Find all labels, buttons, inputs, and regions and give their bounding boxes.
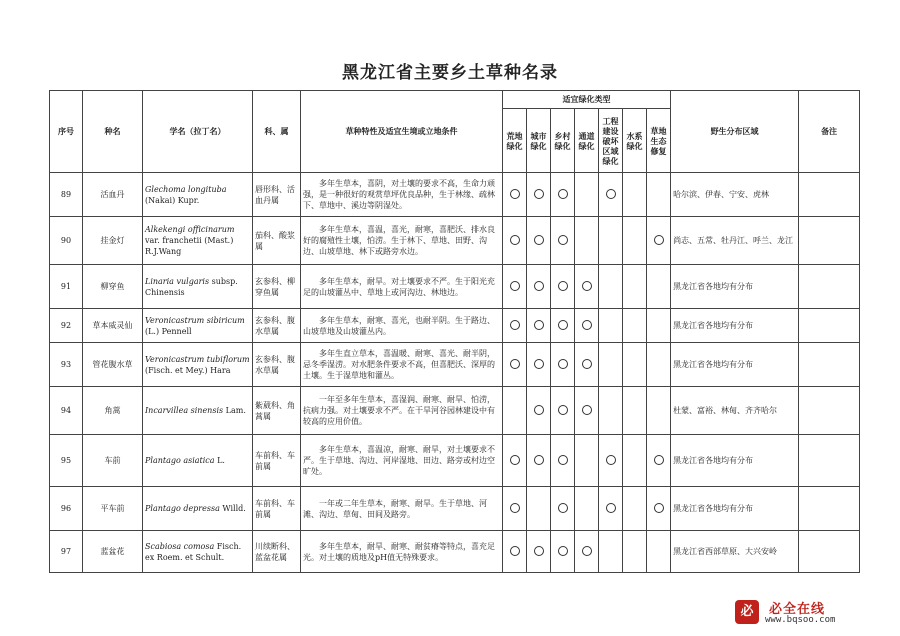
- suitable-mark-icon: [654, 235, 664, 245]
- watermark-url: www.bqsoo.com: [765, 615, 836, 625]
- description: 多年生草本，喜温，喜光，耐寒，喜肥沃、排水良好的腐殖性土壤，怕涝。生于林下、草地、田野、沟边、山坡草地、林下或路旁水边。: [301, 217, 503, 265]
- family-genus: 紫葳科、角蒿属: [253, 387, 301, 435]
- header-no: 序号: [50, 91, 83, 173]
- distribution: 黑龙江省西部草原、大兴安岭: [671, 531, 799, 573]
- header-desc: 草种特性及适宜生境或立地条件: [301, 91, 503, 173]
- suitable-mark-icon: [582, 359, 592, 369]
- greening-type-cell: [503, 531, 527, 573]
- latin-author: (L.) Pennell: [145, 326, 192, 336]
- greening-type-cell: [503, 487, 527, 531]
- suitable-mark-icon: [606, 189, 616, 199]
- greening-type-cell: [551, 487, 575, 531]
- latin-author: (Fisch. et Mey.) Hara: [145, 365, 231, 375]
- latin-name: Glechoma longituba: [145, 184, 227, 194]
- description: 一年或二年生草本，耐寒、耐旱。生于草地、河滩、沟边、草甸、田间及路旁。: [301, 487, 503, 531]
- greening-type-cell: [551, 387, 575, 435]
- header-note: 备注: [799, 91, 860, 173]
- greening-type-cell: [575, 265, 599, 309]
- greening-type-cell: [599, 343, 623, 387]
- greening-type-cell: [623, 343, 647, 387]
- note-cell: [799, 217, 860, 265]
- description: 多年生草本，耐旱。对土壤要求不严。生于阳光充足的山坡灌丛中、草地上或河沟边、林地边。: [301, 265, 503, 309]
- greening-type-cell: [647, 387, 671, 435]
- header-sci: 学名（拉丁名）: [143, 91, 253, 173]
- suitable-mark-icon: [582, 281, 592, 291]
- note-cell: [799, 265, 860, 309]
- note-cell: [799, 487, 860, 531]
- greening-type-cell: [575, 343, 599, 387]
- header-type: 通道绿化: [575, 109, 599, 173]
- greening-type-cell: [623, 173, 647, 217]
- latin-name: Plantago asiatica: [145, 456, 215, 465]
- greening-type-cell: [503, 173, 527, 217]
- greening-type-cell: [623, 309, 647, 343]
- table-row: [50, 265, 860, 309]
- greening-type-cell: [503, 387, 527, 435]
- row-number: 95: [50, 435, 83, 487]
- suitable-mark-icon: [510, 281, 520, 291]
- table-row: [50, 309, 860, 343]
- greening-type-cell: [623, 487, 647, 531]
- header-dist: 野生分布区域: [671, 91, 799, 173]
- watermark-logo-icon: 必: [735, 600, 759, 624]
- greening-type-cell: [503, 265, 527, 309]
- description: 多年生直立草本，喜温暖、耐寒、喜光、耐半阴，忌冬季湿涝。对水肥条件要求不高，但喜肥沃、深厚的土壤。生于湿草地和灌丛。: [301, 343, 503, 387]
- note-cell: [799, 531, 860, 573]
- suitable-mark-icon: [606, 503, 616, 513]
- suitable-mark-icon: [582, 320, 592, 330]
- family-genus: 川续断科、蓝盆花属: [253, 531, 301, 573]
- greening-type-cell: [527, 435, 551, 487]
- header-type: 草地生态修复: [647, 109, 671, 173]
- scientific-name: [143, 173, 253, 217]
- suitable-mark-icon: [534, 359, 544, 369]
- scientific-name: [143, 387, 253, 435]
- latin-name: Veronicastrum sibiricum: [145, 315, 245, 325]
- greening-type-cell: [503, 343, 527, 387]
- greening-type-cell: [647, 487, 671, 531]
- note-cell: [799, 387, 860, 435]
- row-number: 93: [50, 343, 83, 387]
- greening-type-cell: [599, 487, 623, 531]
- header-type: 城市绿化: [527, 109, 551, 173]
- species-table: [49, 90, 860, 573]
- greening-type-cell: [527, 531, 551, 573]
- distribution: 黑龙江省各地均有分布: [671, 309, 799, 343]
- latin-name: Veronicastrum tubiflorum: [145, 354, 250, 364]
- header-family: 科、属: [253, 91, 301, 173]
- row-number: 97: [50, 531, 83, 573]
- latin-name: Plantago depressa: [145, 504, 220, 513]
- distribution: 黑龙江省各地均有分布: [671, 435, 799, 487]
- greening-type-cell: [551, 309, 575, 343]
- greening-type-cell: [527, 309, 551, 343]
- greening-type-cell: [599, 217, 623, 265]
- greening-type-cell: [623, 265, 647, 309]
- greening-type-cell: [575, 387, 599, 435]
- latin-author: (Nakai) Kupr.: [145, 195, 200, 205]
- suitable-mark-icon: [558, 503, 568, 513]
- greening-type-cell: [551, 265, 575, 309]
- header-greening-group: 适宜绿化类型: [503, 91, 671, 109]
- note-cell: [799, 309, 860, 343]
- greening-type-cell: [575, 217, 599, 265]
- greening-type-cell: [575, 173, 599, 217]
- row-number: 96: [50, 487, 83, 531]
- greening-type-cell: [551, 343, 575, 387]
- latin-name: Linaria vulgaris: [145, 276, 210, 286]
- family-genus: 唇形科、活血丹属: [253, 173, 301, 217]
- header-type: 乡村绿化: [551, 109, 575, 173]
- family-genus: 茄科、酸浆属: [253, 217, 301, 265]
- latin-author: var. franchetii (Mast.) R.J.Wang: [145, 236, 234, 256]
- scientific-name: [143, 343, 253, 387]
- family-genus: 车前科、车前属: [253, 435, 301, 487]
- greening-type-cell: [527, 387, 551, 435]
- latin-author: subsp. Chinensis: [145, 276, 238, 297]
- description: 多年生草本，喜温凉，耐寒、耐旱，对土壤要求不严。生于草地、沟边、河岸湿地、田边、路旁或村边空旷处。: [301, 435, 503, 487]
- suitable-mark-icon: [558, 235, 568, 245]
- family-genus: 车前科、车前属: [253, 487, 301, 531]
- distribution: 黑龙江省各地均有分布: [671, 265, 799, 309]
- note-cell: [799, 173, 860, 217]
- suitable-mark-icon: [510, 320, 520, 330]
- suitable-mark-icon: [534, 235, 544, 245]
- species-name: 挂金灯: [83, 217, 143, 265]
- row-number: 90: [50, 217, 83, 265]
- suitable-mark-icon: [582, 546, 592, 556]
- greening-type-cell: [551, 435, 575, 487]
- greening-type-cell: [623, 531, 647, 573]
- suitable-mark-icon: [510, 455, 520, 465]
- suitable-mark-icon: [558, 189, 568, 199]
- greening-type-cell: [575, 309, 599, 343]
- family-genus: 玄参科、柳穿鱼属: [253, 265, 301, 309]
- species-name: 管花腹水草: [83, 343, 143, 387]
- greening-type-cell: [503, 217, 527, 265]
- distribution: 哈尔滨、伊春、宁安、虎林: [671, 173, 799, 217]
- greening-type-cell: [527, 265, 551, 309]
- table-row: [50, 173, 860, 217]
- scientific-name: [143, 309, 253, 343]
- greening-type-cell: [623, 387, 647, 435]
- greening-type-cell: [647, 173, 671, 217]
- watermark-name: 必全在线: [769, 602, 826, 617]
- scientific-name: [143, 217, 253, 265]
- latin-name: Alkekengi officinarum: [145, 225, 235, 234]
- scientific-name: [143, 531, 253, 573]
- note-cell: [799, 343, 860, 387]
- greening-type-cell: [599, 173, 623, 217]
- greening-type-cell: [647, 309, 671, 343]
- table-row: [50, 217, 860, 265]
- species-name: 车前: [83, 435, 143, 487]
- greening-type-cell: [599, 435, 623, 487]
- greening-type-cell: [551, 531, 575, 573]
- greening-type-cell: [575, 487, 599, 531]
- scientific-name: [143, 435, 253, 487]
- suitable-mark-icon: [558, 359, 568, 369]
- suitable-mark-icon: [558, 405, 568, 415]
- greening-type-cell: [551, 173, 575, 217]
- greening-type-cell: [575, 531, 599, 573]
- table-row: [50, 387, 860, 435]
- suitable-mark-icon: [558, 455, 568, 465]
- row-number: 91: [50, 265, 83, 309]
- suitable-mark-icon: [558, 281, 568, 291]
- greening-type-cell: [599, 265, 623, 309]
- page-title: 黑龙江省主要乡土草种名录: [342, 63, 558, 83]
- header-type: 荒地绿化: [503, 109, 527, 173]
- header-name: 种名: [83, 91, 143, 173]
- greening-type-cell: [575, 435, 599, 487]
- greening-type-cell: [551, 217, 575, 265]
- header-type: 水系绿化: [623, 109, 647, 173]
- header-type: 工程建设破坏区域绿化: [599, 109, 623, 173]
- suitable-mark-icon: [558, 546, 568, 556]
- greening-type-cell: [503, 435, 527, 487]
- suitable-mark-icon: [510, 235, 520, 245]
- latin-author: L.: [217, 456, 225, 465]
- species-name: 柳穿鱼: [83, 265, 143, 309]
- species-name: 角蒿: [83, 387, 143, 435]
- distribution: 黑龙江省各地均有分布: [671, 487, 799, 531]
- greening-type-cell: [503, 309, 527, 343]
- latin-name: Incarvillea sinensis: [145, 406, 224, 415]
- description: 多年生草本，耐旱、耐寒、耐贫瘠等特点，喜充足光。对土壤的质地及pH值无特殊要求。: [301, 531, 503, 573]
- suitable-mark-icon: [534, 281, 544, 291]
- suitable-mark-icon: [510, 503, 520, 513]
- suitable-mark-icon: [534, 405, 544, 415]
- scientific-name: [143, 487, 253, 531]
- latin-author: Lam.: [225, 406, 246, 415]
- row-number: 94: [50, 387, 83, 435]
- suitable-mark-icon: [534, 455, 544, 465]
- greening-type-cell: [647, 265, 671, 309]
- greening-type-cell: [527, 173, 551, 217]
- greening-type-cell: [623, 217, 647, 265]
- suitable-mark-icon: [510, 359, 520, 369]
- latin-author: Willd.: [222, 504, 246, 513]
- greening-type-cell: [599, 531, 623, 573]
- suitable-mark-icon: [534, 320, 544, 330]
- greening-type-cell: [599, 387, 623, 435]
- distribution: 尚志、五常、牡丹江、呼兰、龙江: [671, 217, 799, 265]
- distribution: 黑龙江省各地均有分布: [671, 343, 799, 387]
- greening-type-cell: [527, 343, 551, 387]
- suitable-mark-icon: [558, 320, 568, 330]
- row-number: 92: [50, 309, 83, 343]
- greening-type-cell: [527, 217, 551, 265]
- suitable-mark-icon: [654, 503, 664, 513]
- suitable-mark-icon: [582, 405, 592, 415]
- family-genus: 玄参科、腹水草属: [253, 309, 301, 343]
- species-name: 草本威灵仙: [83, 309, 143, 343]
- distribution: 杜蒙、富裕、林甸、齐齐哈尔: [671, 387, 799, 435]
- description: 多年生草本，耐寒、喜光，也耐半阴。生于路边、山坡草地及山坡灌丛内。: [301, 309, 503, 343]
- table-body: [50, 173, 860, 573]
- species-name: 活血丹: [83, 173, 143, 217]
- family-genus: 玄参科、腹水草属: [253, 343, 301, 387]
- species-name: 平车前: [83, 487, 143, 531]
- row-number: 89: [50, 173, 83, 217]
- note-cell: [799, 435, 860, 487]
- table-row: [50, 487, 860, 531]
- scientific-name: [143, 265, 253, 309]
- table-row: [50, 435, 860, 487]
- watermark: [735, 598, 860, 628]
- species-name: 蓝盆花: [83, 531, 143, 573]
- table-row: [50, 531, 860, 573]
- greening-type-cell: [647, 531, 671, 573]
- greening-type-cell: [647, 343, 671, 387]
- greening-type-cell: [599, 309, 623, 343]
- greening-type-cell: [647, 435, 671, 487]
- greening-type-cell: [647, 217, 671, 265]
- greening-type-cell: [623, 435, 647, 487]
- suitable-mark-icon: [534, 546, 544, 556]
- description: 多年生草本，喜阴，对土壤的要求不高，生命力顽强，是一种很好的观赏草坪优良品种，生于林缘、疏林下、草地中、溪边等阴湿处。: [301, 173, 503, 217]
- latin-name: Scabiosa comosa: [145, 541, 215, 551]
- description: 一年至多年生草本，喜湿润、耐寒、耐旱、怕涝，抗病力强。对土壤要求不严。在干旱河谷园林建设中有较高的应用价值。: [301, 387, 503, 435]
- greening-type-cell: [527, 487, 551, 531]
- latin-author: Fisch. ex Roem. et Schult.: [145, 541, 242, 562]
- table-row: [50, 343, 860, 387]
- suitable-mark-icon: [654, 455, 664, 465]
- suitable-mark-icon: [510, 189, 520, 199]
- suitable-mark-icon: [510, 546, 520, 556]
- suitable-mark-icon: [606, 455, 616, 465]
- suitable-mark-icon: [534, 189, 544, 199]
